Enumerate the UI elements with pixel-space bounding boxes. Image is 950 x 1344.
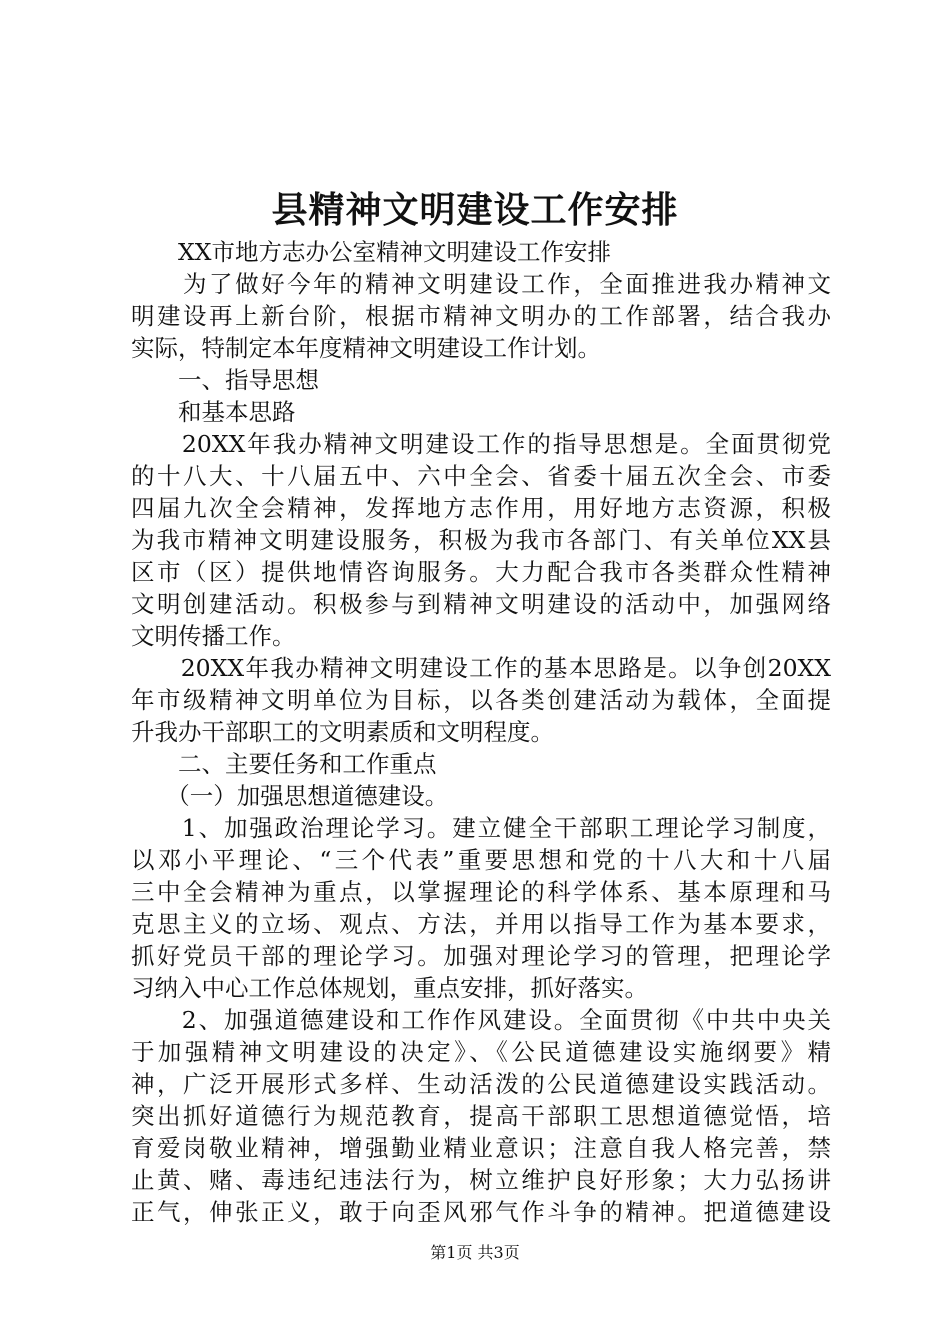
- body-text-line: 和基本思路: [131, 398, 296, 426]
- body-text-line: XX市地方志办公室精神文明建设工作安排: [131, 238, 611, 266]
- body-text-line: 于加强精神文明建设的决定》、《公民道德建设实施纲要》精: [131, 1038, 831, 1066]
- body-text-line: 区市（区）提供地情咨询服务。大力配合我市各类群众性精神: [131, 558, 831, 586]
- body-text-line: 为我市精神文明建设服务，积极为我市各部门、有关单位XX县: [131, 526, 831, 554]
- body-text-line: 明建设再上新台阶，根据市精神文明办的工作部署，结合我办: [131, 302, 831, 330]
- body-text-line: 年市级精神文明单位为目标，以各类创建活动为载体，全面提: [131, 686, 831, 714]
- body-text-line: 三中全会精神为重点，以掌握理论的科学体系、基本原理和马: [131, 878, 831, 906]
- body-text-line: 一、指导思想: [131, 366, 319, 394]
- body-text-line: 20XX年我办精神文明建设工作的基本思路是。以争创20XX: [131, 654, 831, 682]
- body-text-line: 以邓小平理论、“三个代表”重要思想和党的十八大和十八届: [131, 846, 831, 874]
- body-text-line: 育爱岗敬业精神，增强勤业精业意识；注意自我人格完善，禁: [131, 1134, 831, 1162]
- body-text-line: 突出抓好道德行为规范教育，提高干部职工思想道德觉悟，培: [131, 1102, 831, 1130]
- body-text-line: 正气，伸张正义，敢于向歪风邪气作斗争的精神。把道德建设: [131, 1198, 831, 1226]
- page-footer: 第1页 共3页: [430, 1243, 520, 1262]
- body-text-line: 的十八大、十八届五中、六中全会、省委十届五次全会、市委: [131, 462, 831, 490]
- body-text-line: 止黄、赌、毒违纪违法行为，树立维护良好形象；大力弘扬讲: [131, 1166, 831, 1194]
- body-text-line: 抓好党员干部的理论学习。加强对理论学习的管理，把理论学: [131, 942, 831, 970]
- body-text-line: 2、加强道德建设和工作作风建设。全面贯彻《中共中央关: [131, 1006, 831, 1034]
- body-text-line: 为了做好今年的精神文明建设工作，全面推进我办精神文: [131, 270, 831, 298]
- body-text-line: 克思主义的立场、观点、方法，并用以指导工作为基本要求，: [131, 910, 831, 938]
- body-text-line: 20XX年我办精神文明建设工作的指导思想是。全面贯彻党: [131, 430, 831, 458]
- body-text-line: 升我办干部职工的文明素质和文明程度。: [131, 718, 554, 746]
- body-text-line: 二、主要任务和工作重点: [131, 750, 437, 778]
- body-text-line: 四届九次全会精神，发挥地方志作用，用好地方志资源，积极: [131, 494, 831, 522]
- document-title: 县精神文明建设工作安排: [271, 189, 679, 231]
- body-text-line: 习纳入中心工作总体规划，重点安排，抓好落实。: [131, 974, 648, 1002]
- body-text-line: 神，广泛开展形式多样、生动活泼的公民道德建设实践活动。: [131, 1070, 831, 1098]
- body-text-line: 实际，特制定本年度精神文明建设工作计划。: [131, 334, 601, 362]
- body-text-line: （一）加强思想道德建设。: [131, 782, 449, 810]
- body-text-line: 1、加强政治理论学习。建立健全干部职工理论学习制度，: [131, 814, 831, 842]
- document-body: [131, 236, 831, 1228]
- body-text-line: 文明创建活动。积极参与到精神文明建设的活动中，加强网络: [131, 590, 831, 618]
- body-text-line: 文明传播工作。: [131, 622, 296, 650]
